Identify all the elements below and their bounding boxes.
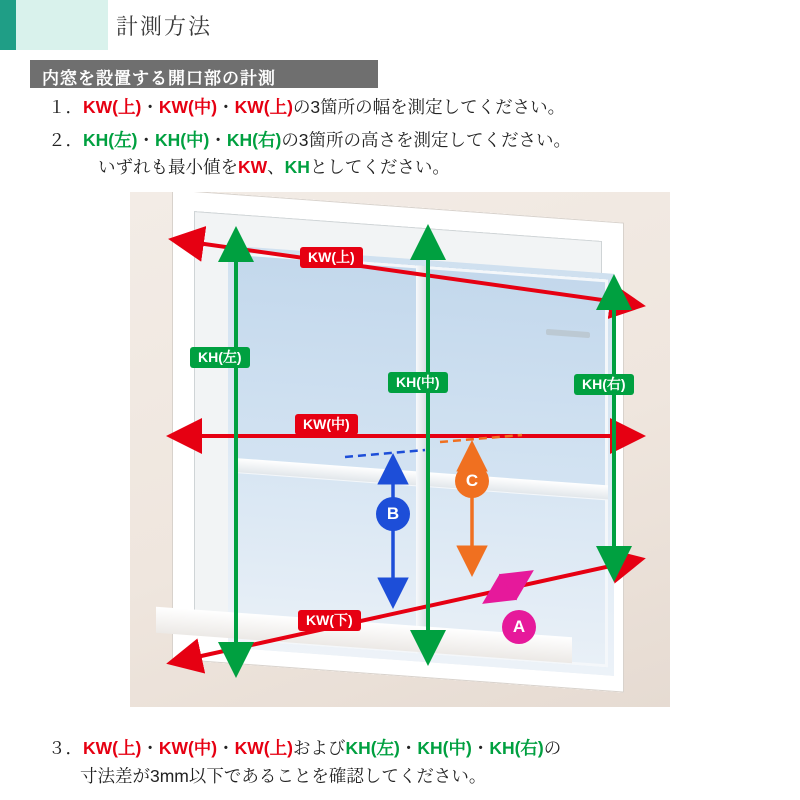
step2-kh-right: KH(右)	[226, 130, 282, 150]
header-accent-bar	[0, 0, 16, 50]
step2-number: ２．	[48, 130, 83, 150]
step1-number: １．	[48, 97, 83, 117]
step3-kw-top: KW(上)	[83, 738, 142, 758]
step2b-lead: いずれも最小値を	[98, 157, 238, 177]
arrow-kw-top	[176, 240, 638, 305]
step3-kh-right: KH(右)	[489, 738, 544, 758]
instruction-step-2-continued	[98, 155, 450, 180]
step3-and: および	[292, 738, 346, 758]
step3-tail: の	[543, 738, 562, 758]
instruction-step-1	[48, 95, 565, 120]
page-header	[0, 0, 800, 50]
label-kw-top: KW(上)	[300, 247, 363, 268]
step2b-mid: 、	[267, 157, 285, 177]
step3-kw-top-2: KW(上)	[234, 738, 293, 758]
step1-kw-top-2: KW(上)	[234, 97, 293, 117]
label-kh-left: KH(左)	[190, 347, 250, 368]
subheading-text: 内窓を設置する開口部の計測	[42, 69, 276, 88]
step3-kh-center: KH(中)	[417, 738, 472, 758]
step2-sep-2: ・	[209, 130, 227, 150]
step2-kh-left: KH(左)	[83, 130, 138, 150]
step1-kw-top: KW(上)	[83, 97, 142, 117]
step3-sep-3: ・	[399, 738, 418, 758]
header-accent-block	[0, 0, 108, 50]
step2-kh-center: KH(中)	[154, 130, 210, 150]
step2b-kw: KW	[238, 157, 268, 177]
step1-tail: の3箇所の幅を測定してください。	[292, 97, 566, 117]
instruction-step-2	[48, 128, 571, 153]
step2-tail: の3箇所の高さを測定してください。	[281, 130, 572, 150]
step2b-tail: としてください。	[309, 157, 450, 177]
step1-sep-1: ・	[141, 97, 159, 117]
label-kw-bottom: KW(下)	[298, 610, 361, 631]
step3-sep-4: ・	[471, 738, 490, 758]
step1-kw-mid: KW(中)	[158, 97, 218, 117]
instruction-step-3-continued: 寸法差が3mm以下であることを確認してください。	[80, 766, 487, 786]
label-kh-center: KH(中)	[388, 372, 448, 393]
step3-sep-2: ・	[217, 738, 235, 758]
marker-c: C	[455, 464, 489, 498]
step3-kw-mid: KW(中)	[158, 738, 218, 758]
page-title: 計測方法	[116, 14, 213, 39]
measurement-diagram	[130, 192, 670, 707]
annotation-overlay	[130, 192, 670, 707]
marker-a: A	[502, 610, 536, 644]
step2b-kh: KH	[284, 157, 310, 177]
step3-kh-left: KH(左)	[345, 738, 400, 758]
marker-b: B	[376, 497, 410, 531]
step2-sep-1: ・	[137, 130, 155, 150]
step1-sep-2: ・	[217, 97, 235, 117]
arrow-kw-bottom	[174, 560, 638, 662]
step3-number: ３．	[48, 738, 83, 758]
instruction-step-3	[48, 735, 561, 760]
dashed-line-b	[345, 450, 425, 457]
label-kh-right: KH(右)	[574, 374, 634, 395]
step3-sep-1: ・	[141, 738, 159, 758]
label-kw-mid: KW(中)	[295, 414, 358, 435]
